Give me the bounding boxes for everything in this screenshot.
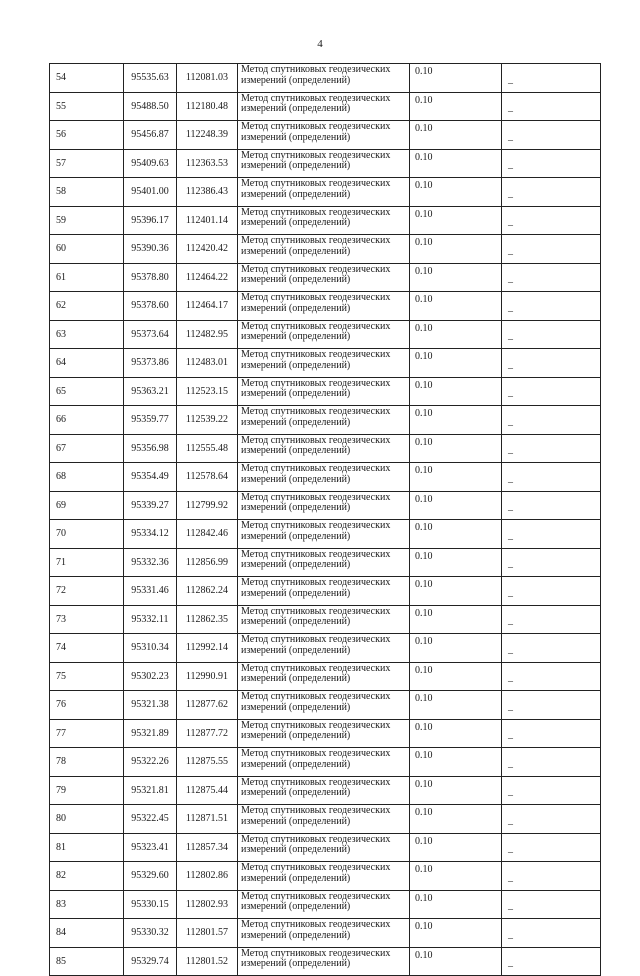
y-coordinate-cell: 112990.91 [177, 662, 238, 691]
accuracy-cell: 0.10 [410, 776, 502, 805]
accuracy-cell: 0.10 [410, 548, 502, 577]
method-cell: Метод спутниковых геодезических измерений (определений) [238, 121, 410, 150]
x-coordinate-cell: 95356.98 [124, 434, 177, 463]
extra-cell: – [502, 491, 601, 520]
point-number-cell: 85 [50, 947, 124, 976]
y-coordinate-cell: 112801.57 [177, 919, 238, 948]
extra-cell: – [502, 862, 601, 891]
extra-cell: – [502, 919, 601, 948]
method-cell: Метод спутниковых геодезических измерений (определений) [238, 434, 410, 463]
accuracy-cell: 0.10 [410, 349, 502, 378]
point-number-cell: 63 [50, 320, 124, 349]
x-coordinate-cell: 95456.87 [124, 121, 177, 150]
y-coordinate-cell: 112871.51 [177, 805, 238, 834]
accuracy-cell: 0.10 [410, 691, 502, 720]
extra-cell: – [502, 748, 601, 777]
table-row [50, 434, 601, 463]
x-coordinate-cell: 95354.49 [124, 463, 177, 492]
point-number-cell: 74 [50, 634, 124, 663]
accuracy-cell: 0.10 [410, 805, 502, 834]
y-coordinate-cell: 112857.34 [177, 833, 238, 862]
extra-cell: – [502, 235, 601, 264]
y-coordinate-cell: 112842.46 [177, 520, 238, 549]
y-coordinate-cell: 112799.92 [177, 491, 238, 520]
table-row [50, 947, 601, 976]
point-number-cell: 81 [50, 833, 124, 862]
point-number-cell: 58 [50, 178, 124, 207]
y-coordinate-cell: 112464.22 [177, 263, 238, 292]
table-row [50, 377, 601, 406]
accuracy-cell: 0.10 [410, 833, 502, 862]
table-row [50, 605, 601, 634]
x-coordinate-cell: 95330.15 [124, 890, 177, 919]
extra-cell: – [502, 662, 601, 691]
method-cell: Метод спутниковых геодезических измерений (определений) [238, 377, 410, 406]
accuracy-cell: 0.10 [410, 577, 502, 606]
extra-cell: – [502, 434, 601, 463]
table-row [50, 320, 601, 349]
point-number-cell: 55 [50, 92, 124, 121]
method-cell: Метод спутниковых геодезических измерений (определений) [238, 235, 410, 264]
y-coordinate-cell: 112862.35 [177, 605, 238, 634]
y-coordinate-cell: 112483.01 [177, 349, 238, 378]
x-coordinate-cell: 95321.38 [124, 691, 177, 720]
method-cell: Метод спутниковых геодезических измерений (определений) [238, 349, 410, 378]
extra-cell: – [502, 520, 601, 549]
method-cell: Метод спутниковых геодезических измерений (определений) [238, 833, 410, 862]
x-coordinate-cell: 95332.11 [124, 605, 177, 634]
x-coordinate-cell: 95321.81 [124, 776, 177, 805]
y-coordinate-cell: 112856.99 [177, 548, 238, 577]
x-coordinate-cell: 95329.60 [124, 862, 177, 891]
x-coordinate-cell: 95321.89 [124, 719, 177, 748]
x-coordinate-cell: 95373.86 [124, 349, 177, 378]
method-cell: Метод спутниковых геодезических измерений (определений) [238, 748, 410, 777]
method-cell: Метод спутниковых геодезических измерений (определений) [238, 491, 410, 520]
point-number-cell: 80 [50, 805, 124, 834]
point-number-cell: 68 [50, 463, 124, 492]
point-number-cell: 79 [50, 776, 124, 805]
extra-cell: – [502, 149, 601, 178]
x-coordinate-cell: 95310.34 [124, 634, 177, 663]
point-number-cell: 59 [50, 206, 124, 235]
x-coordinate-cell: 95401.00 [124, 178, 177, 207]
method-cell: Метод спутниковых геодезических измерений (определений) [238, 178, 410, 207]
table-row [50, 719, 601, 748]
method-cell: Метод спутниковых геодезических измерений (определений) [238, 463, 410, 492]
x-coordinate-cell: 95390.36 [124, 235, 177, 264]
x-coordinate-cell: 95373.64 [124, 320, 177, 349]
accuracy-cell: 0.10 [410, 149, 502, 178]
x-coordinate-cell: 95323.41 [124, 833, 177, 862]
table-row [50, 178, 601, 207]
method-cell: Метод спутниковых геодезических измерений (определений) [238, 520, 410, 549]
extra-cell: – [502, 64, 601, 93]
extra-cell: – [502, 719, 601, 748]
y-coordinate-cell: 112875.44 [177, 776, 238, 805]
method-cell: Метод спутниковых геодезических измерений (определений) [238, 776, 410, 805]
x-coordinate-cell: 95535.63 [124, 64, 177, 93]
accuracy-cell: 0.10 [410, 890, 502, 919]
x-coordinate-cell: 95359.77 [124, 406, 177, 435]
point-number-cell: 73 [50, 605, 124, 634]
accuracy-cell: 0.10 [410, 434, 502, 463]
table-row [50, 805, 601, 834]
accuracy-cell: 0.10 [410, 463, 502, 492]
x-coordinate-cell: 95396.17 [124, 206, 177, 235]
point-number-cell: 57 [50, 149, 124, 178]
y-coordinate-cell: 112539.22 [177, 406, 238, 435]
point-number-cell: 66 [50, 406, 124, 435]
x-coordinate-cell: 95334.12 [124, 520, 177, 549]
method-cell: Метод спутниковых геодезических измерений (определений) [238, 947, 410, 976]
accuracy-cell: 0.10 [410, 263, 502, 292]
y-coordinate-cell: 112555.48 [177, 434, 238, 463]
accuracy-cell: 0.10 [410, 491, 502, 520]
y-coordinate-cell: 112464.17 [177, 292, 238, 321]
table-row [50, 64, 601, 93]
accuracy-cell: 0.10 [410, 719, 502, 748]
x-coordinate-cell: 95322.26 [124, 748, 177, 777]
table-row [50, 776, 601, 805]
point-number-cell: 62 [50, 292, 124, 321]
accuracy-cell: 0.10 [410, 748, 502, 777]
accuracy-cell: 0.10 [410, 520, 502, 549]
table-row [50, 92, 601, 121]
method-cell: Метод спутниковых геодезических измерений (определений) [238, 719, 410, 748]
accuracy-cell: 0.10 [410, 377, 502, 406]
extra-cell: – [502, 178, 601, 207]
table-row [50, 862, 601, 891]
table-row [50, 121, 601, 150]
accuracy-cell: 0.10 [410, 206, 502, 235]
y-coordinate-cell: 112862.24 [177, 577, 238, 606]
y-coordinate-cell: 112081.03 [177, 64, 238, 93]
method-cell: Метод спутниковых геодезических измерений (определений) [238, 691, 410, 720]
x-coordinate-cell: 95409.63 [124, 149, 177, 178]
point-number-cell: 70 [50, 520, 124, 549]
y-coordinate-cell: 112248.39 [177, 121, 238, 150]
accuracy-cell: 0.10 [410, 92, 502, 121]
extra-cell: – [502, 121, 601, 150]
accuracy-cell: 0.10 [410, 862, 502, 891]
point-number-cell: 75 [50, 662, 124, 691]
extra-cell: – [502, 206, 601, 235]
table-row [50, 890, 601, 919]
y-coordinate-cell: 112802.93 [177, 890, 238, 919]
point-number-cell: 82 [50, 862, 124, 891]
extra-cell: – [502, 833, 601, 862]
y-coordinate-cell: 112877.72 [177, 719, 238, 748]
y-coordinate-cell: 112523.15 [177, 377, 238, 406]
extra-cell: – [502, 406, 601, 435]
table-row [50, 520, 601, 549]
extra-cell: – [502, 577, 601, 606]
table-row [50, 662, 601, 691]
point-number-cell: 72 [50, 577, 124, 606]
point-number-cell: 76 [50, 691, 124, 720]
y-coordinate-cell: 112482.95 [177, 320, 238, 349]
accuracy-cell: 0.10 [410, 64, 502, 93]
x-coordinate-cell: 95378.60 [124, 292, 177, 321]
x-coordinate-cell: 95363.21 [124, 377, 177, 406]
x-coordinate-cell: 95332.36 [124, 548, 177, 577]
extra-cell: – [502, 691, 601, 720]
table-row [50, 548, 601, 577]
method-cell: Метод спутниковых геодезических измерений (определений) [238, 64, 410, 93]
method-cell: Метод спутниковых геодезических измерений (определений) [238, 292, 410, 321]
point-number-cell: 83 [50, 890, 124, 919]
x-coordinate-cell: 95322.45 [124, 805, 177, 834]
extra-cell: – [502, 92, 601, 121]
method-cell: Метод спутниковых геодезических измерений (определений) [238, 548, 410, 577]
point-number-cell: 60 [50, 235, 124, 264]
extra-cell: – [502, 634, 601, 663]
x-coordinate-cell: 95339.27 [124, 491, 177, 520]
y-coordinate-cell: 112802.86 [177, 862, 238, 891]
accuracy-cell: 0.10 [410, 406, 502, 435]
extra-cell: – [502, 890, 601, 919]
point-number-cell: 64 [50, 349, 124, 378]
table-row [50, 748, 601, 777]
method-cell: Метод спутниковых геодезических измерений (определений) [238, 862, 410, 891]
method-cell: Метод спутниковых геодезических измерений (определений) [238, 605, 410, 634]
y-coordinate-cell: 112578.64 [177, 463, 238, 492]
point-number-cell: 69 [50, 491, 124, 520]
method-cell: Метод спутниковых геодезических измерений (определений) [238, 634, 410, 663]
extra-cell: – [502, 463, 601, 492]
method-cell: Метод спутниковых геодезических измерений (определений) [238, 406, 410, 435]
point-number-cell: 67 [50, 434, 124, 463]
point-number-cell: 71 [50, 548, 124, 577]
method-cell: Метод спутниковых геодезических измерений (определений) [238, 206, 410, 235]
table-row [50, 349, 601, 378]
accuracy-cell: 0.10 [410, 121, 502, 150]
x-coordinate-cell: 95302.23 [124, 662, 177, 691]
table-row [50, 263, 601, 292]
point-number-cell: 56 [50, 121, 124, 150]
extra-cell: – [502, 947, 601, 976]
extra-cell: – [502, 377, 601, 406]
extra-cell: – [502, 805, 601, 834]
y-coordinate-cell: 112801.52 [177, 947, 238, 976]
accuracy-cell: 0.10 [410, 292, 502, 321]
accuracy-cell: 0.10 [410, 320, 502, 349]
y-coordinate-cell: 112401.14 [177, 206, 238, 235]
extra-cell: – [502, 292, 601, 321]
table-row [50, 206, 601, 235]
page-number: 4 [317, 38, 323, 50]
accuracy-cell: 0.10 [410, 919, 502, 948]
method-cell: Метод спутниковых геодезических измерений (определений) [238, 263, 410, 292]
method-cell: Метод спутниковых геодезических измерений (определений) [238, 805, 410, 834]
extra-cell: – [502, 548, 601, 577]
table-row [50, 292, 601, 321]
method-cell: Метод спутниковых геодезических измерений (определений) [238, 577, 410, 606]
table-row [50, 577, 601, 606]
x-coordinate-cell: 95331.46 [124, 577, 177, 606]
table-row [50, 634, 601, 663]
table-row [50, 149, 601, 178]
point-number-cell: 78 [50, 748, 124, 777]
y-coordinate-cell: 112875.55 [177, 748, 238, 777]
point-number-cell: 84 [50, 919, 124, 948]
table-row [50, 691, 601, 720]
y-coordinate-cell: 112386.43 [177, 178, 238, 207]
extra-cell: – [502, 776, 601, 805]
coordinates-table [49, 63, 601, 976]
accuracy-cell: 0.10 [410, 662, 502, 691]
table-row [50, 491, 601, 520]
y-coordinate-cell: 112180.48 [177, 92, 238, 121]
accuracy-cell: 0.10 [410, 634, 502, 663]
x-coordinate-cell: 95378.80 [124, 263, 177, 292]
y-coordinate-cell: 112363.53 [177, 149, 238, 178]
point-number-cell: 77 [50, 719, 124, 748]
point-number-cell: 65 [50, 377, 124, 406]
x-coordinate-cell: 95330.32 [124, 919, 177, 948]
extra-cell: – [502, 320, 601, 349]
y-coordinate-cell: 112420.42 [177, 235, 238, 264]
x-coordinate-cell: 95488.50 [124, 92, 177, 121]
method-cell: Метод спутниковых геодезических измерений (определений) [238, 890, 410, 919]
method-cell: Метод спутниковых геодезических измерений (определений) [238, 662, 410, 691]
point-number-cell: 61 [50, 263, 124, 292]
table-row [50, 463, 601, 492]
x-coordinate-cell: 95329.74 [124, 947, 177, 976]
extra-cell: – [502, 605, 601, 634]
method-cell: Метод спутниковых геодезических измерений (определений) [238, 92, 410, 121]
accuracy-cell: 0.10 [410, 605, 502, 634]
y-coordinate-cell: 112992.14 [177, 634, 238, 663]
accuracy-cell: 0.10 [410, 235, 502, 264]
table-row [50, 919, 601, 948]
table-row [50, 406, 601, 435]
coordinates-table-body [50, 64, 601, 976]
table-row [50, 235, 601, 264]
accuracy-cell: 0.10 [410, 178, 502, 207]
method-cell: Метод спутниковых геодезических измерений (определений) [238, 320, 410, 349]
extra-cell: – [502, 349, 601, 378]
point-number-cell: 54 [50, 64, 124, 93]
accuracy-cell: 0.10 [410, 947, 502, 976]
method-cell: Метод спутниковых геодезических измерений (определений) [238, 149, 410, 178]
y-coordinate-cell: 112877.62 [177, 691, 238, 720]
extra-cell: – [502, 263, 601, 292]
method-cell: Метод спутниковых геодезических измерений (определений) [238, 919, 410, 948]
table-row [50, 833, 601, 862]
